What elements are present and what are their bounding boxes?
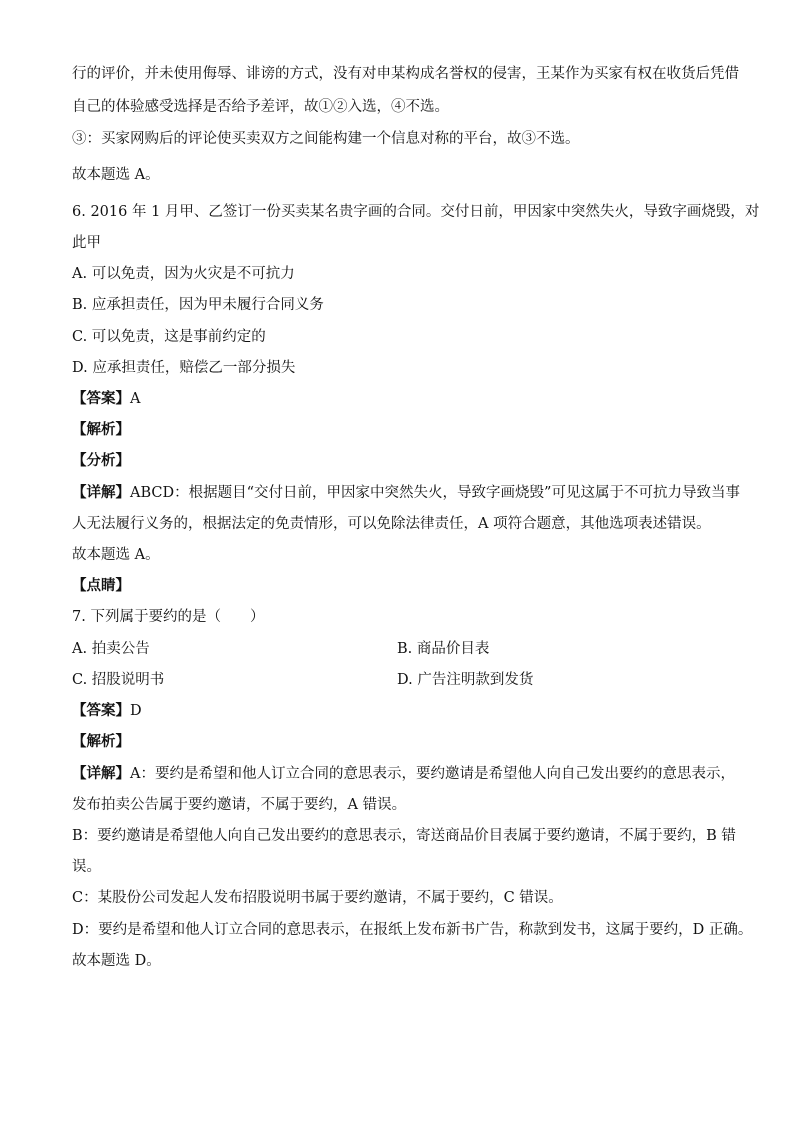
question-7-detail-d: D：要约是希望和他人订立合同的意思表示，在报纸上发布新书广告，称款到发书，这属于要约，D 正确。 xyxy=(72,922,753,938)
analysis-heading: 【解析】 xyxy=(72,733,130,750)
question-7-option-c: C. 招股说明书 xyxy=(72,672,165,688)
question-6-option-d: D. 应承担责任，赔偿乙一部分损失 xyxy=(72,360,296,376)
question-7-answer xyxy=(72,701,142,721)
question-6-answer xyxy=(72,389,140,409)
question-7-conclusion: 故本题选 D。 xyxy=(72,953,161,969)
answer-label: 【答案】 xyxy=(72,702,130,719)
question-6-stem-cont: 此甲 xyxy=(72,235,101,251)
paragraph-line: 自己的体验感受选择是否给予差评，故①②入选，④不选。 xyxy=(72,99,449,115)
fenxi-heading: 【分析】 xyxy=(72,452,130,469)
detail-label: 【详解】 xyxy=(72,484,130,501)
question-7-detail-a xyxy=(72,764,735,784)
paragraph-line: 行的评价，并未使用侮辱、诽谤的方式，没有对申某构成名誉权的侵害，王某作为买家有权在收货后凭借 xyxy=(72,66,739,82)
question-6-conclusion: 故本题选 A。 xyxy=(72,547,160,563)
question-6-option-b: B. 应承担责任，因为甲未履行合同义务 xyxy=(72,297,324,313)
question-7-stem: 7. 下列属于要约的是（ ） xyxy=(72,609,265,625)
question-6-detail-cont: 人无法履行义务的，根据法定的免责情形，可以免除法律责任，A 项符合题意，其他选项表述错误。 xyxy=(72,516,711,532)
question-7-detail-a-cont: 发布拍卖公告属于要约邀请，不属于要约，A 错误。 xyxy=(72,797,407,813)
paragraph-line: ③：买家网购后的评论使买卖双方之间能构建一个信息对称的平台，故③不选。 xyxy=(72,131,580,147)
question-6-option-a: A. 可以免责，因为火灾是不可抗力 xyxy=(72,266,295,282)
question-7-option-d: D. 广告注明款到发货 xyxy=(397,672,534,688)
dianjing-heading: 【点睛】 xyxy=(72,577,130,594)
question-7-detail-c: C：某股份公司发起人发布招股说明书属于要约邀请，不属于要约，C 错误。 xyxy=(72,890,563,906)
answer-value: A xyxy=(130,391,141,407)
question-6-stem: 6. 2016 年 1 月甲、乙签订一份买卖某名贵字画的合同。交付日前，甲因家中突然失火，导致字画烧毁，对 xyxy=(72,204,760,220)
answer-value: D xyxy=(130,703,142,719)
detail-text: ABCD：根据题目“交付日前，甲因家中突然失火，导致字画烧毁”可见这属于不可抗力导致当事 xyxy=(130,485,740,501)
question-7-detail-b: B：要约邀请是希望他人向自己发出要约的意思表示，寄送商品价目表属于要约邀请，不属于要约，B 错 xyxy=(72,828,736,844)
question-6-detail xyxy=(72,483,740,503)
answer-label: 【答案】 xyxy=(72,390,130,407)
question-6-option-c: C. 可以免责，这是事前约定的 xyxy=(72,329,266,345)
conclusion-line: 故本题选 A。 xyxy=(72,167,160,183)
detail-label: 【详解】 xyxy=(72,765,130,782)
question-7-detail-b-cont: 误。 xyxy=(72,859,101,875)
analysis-heading: 【解析】 xyxy=(72,421,130,438)
question-7-option-a: A. 拍卖公告 xyxy=(72,641,150,657)
detail-text: A：要约是希望和他人订立合同的意思表示，要约邀请是希望他人向自己发出要约的意思表示， xyxy=(130,766,735,782)
question-7-option-b: B. 商品价目表 xyxy=(397,641,490,657)
